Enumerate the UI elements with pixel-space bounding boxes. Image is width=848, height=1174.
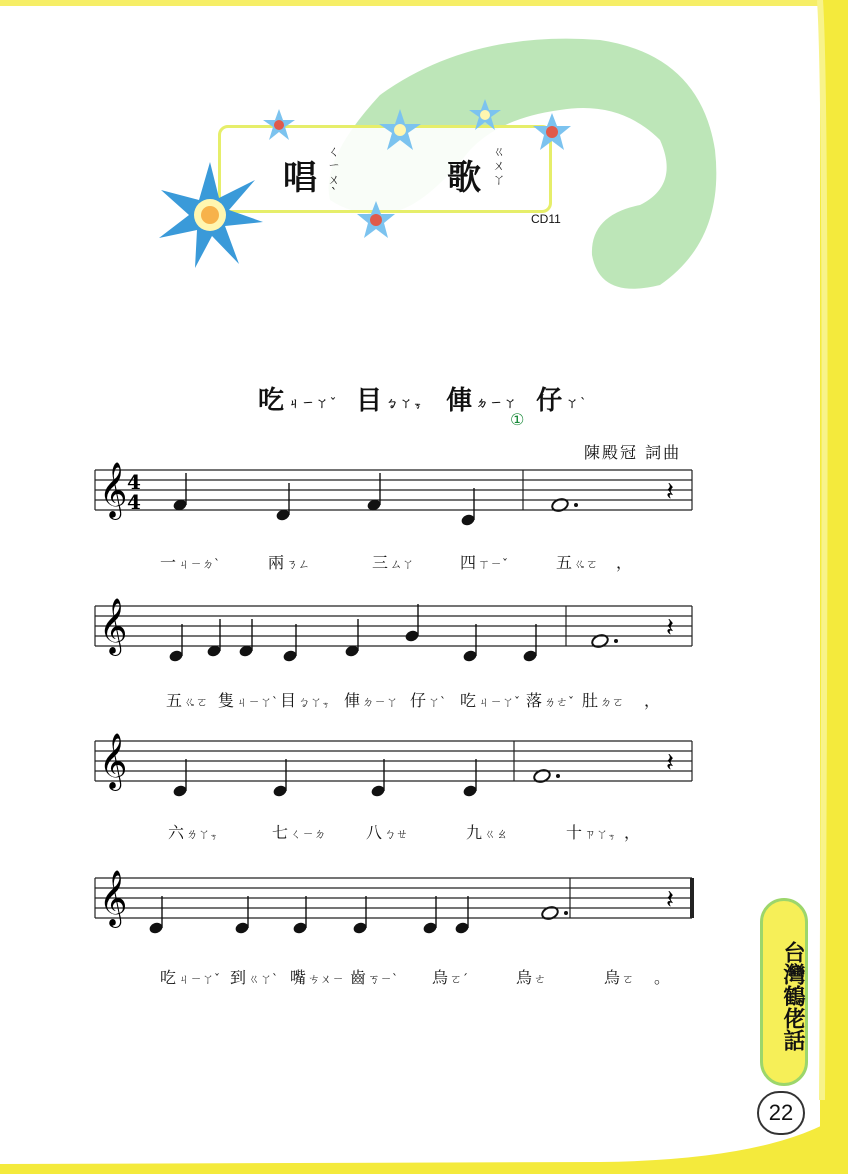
lyric-char: 到 xyxy=(230,968,247,987)
lyric-zhuyin: ㄐㄧㄚˋ xyxy=(236,695,279,709)
header-title-sing: 唱 xyxy=(283,158,317,198)
lyric-zhuyin: ㄜ xyxy=(534,972,547,986)
header-title-song-zhuyin: ㄍㄨㄚ xyxy=(492,145,506,188)
lyric-zhuyin: ㄘㄨㄧ xyxy=(308,972,345,986)
lyric-punct: ， xyxy=(624,823,641,842)
lyric-zhuyin: ㄑㄧㄉ xyxy=(290,827,327,841)
lyric-char: 仔 xyxy=(410,691,427,710)
lyric-syllable xyxy=(218,688,278,711)
lyric-zhuyin: ㄗㄚㆶ xyxy=(584,827,621,841)
lyric-syllable xyxy=(230,965,278,988)
lyric-syllable xyxy=(516,965,546,988)
time-signature: 4 xyxy=(127,490,141,514)
lyric-zhuyin: ㄚˋ xyxy=(428,695,447,709)
lyric-zhuyin: ㄙㄚ xyxy=(390,557,415,571)
footnote-mark: ① xyxy=(510,410,525,429)
dot xyxy=(564,911,568,915)
lyric-zhuyin: ㄅㄝ xyxy=(384,827,409,841)
lyric-char: 七 xyxy=(272,823,289,842)
treble-clef-icon: 𝄞 xyxy=(99,598,128,654)
lyric-zhuyin: ㄐㄧㄉˋ xyxy=(178,557,221,571)
lyric-char: 十 xyxy=(566,823,583,842)
lyric-zhuyin: ㄍㄚˋ xyxy=(248,972,279,986)
treble-clef-icon: 𝄞 xyxy=(99,462,128,518)
song-title-zhuyin: ㄚˋ xyxy=(566,395,589,410)
lyric-zhuyin: ㄍㄠ xyxy=(484,827,509,841)
lyric-row-1 xyxy=(0,550,848,590)
lyric-syllable xyxy=(460,688,520,711)
song-title-zhuyin: ㄉㄧㄚ xyxy=(476,395,519,410)
lyric-syllable xyxy=(466,820,508,843)
lyric-char: 三 xyxy=(372,553,389,572)
lyric-char: 烏 xyxy=(604,968,621,987)
lyric-syllable xyxy=(268,550,310,573)
dot xyxy=(556,774,560,778)
lyric-char: 齒 xyxy=(350,968,367,987)
lyric-syllable xyxy=(526,688,574,711)
quarter-rest-icon: 𝄽 xyxy=(666,885,674,915)
lyric-zhuyin: ㆣㄛ xyxy=(574,557,599,571)
lyric-char: 六 xyxy=(168,823,185,842)
lyric-char: 五 xyxy=(556,553,573,572)
lyric-syllable xyxy=(556,550,598,573)
time-signature: 4 xyxy=(127,470,141,494)
header-title-song: 歌 xyxy=(447,158,481,198)
lyric-syllable xyxy=(160,550,220,573)
lyric-syllable xyxy=(350,965,398,988)
treble-clef-icon: 𝄞 xyxy=(99,870,128,926)
lyric-zhuyin: ㄛ xyxy=(622,972,635,986)
lyric-syllable xyxy=(272,820,326,843)
header-title-sing-zhuyin: ㄑㄧㄨˋ xyxy=(327,145,341,202)
lyric-syllable xyxy=(410,688,446,711)
lyric-punct: 。 xyxy=(654,968,671,987)
lyric-char: 嘴 xyxy=(290,968,307,987)
quarter-rest-icon: 𝄽 xyxy=(666,477,674,507)
lyric-char: 烏 xyxy=(432,968,449,987)
lyric-zhuyin: ㄒㄧˇ xyxy=(478,557,509,571)
lyric-syllable xyxy=(280,688,334,711)
song-title-char: 目 xyxy=(356,386,385,416)
song-title-char: 仔 xyxy=(536,386,565,416)
lyric-zhuyin: ㄛˊ xyxy=(450,972,469,986)
lyric-syllable xyxy=(460,550,508,573)
dot xyxy=(574,503,578,507)
lyric-char: 八 xyxy=(366,823,383,842)
lyric-char: 烏 xyxy=(516,968,533,987)
lyric-syllable xyxy=(582,688,624,711)
lyric-char: 一 xyxy=(160,553,177,572)
lyric-zhuyin: ㄉㄛ xyxy=(600,695,625,709)
lyric-syllable xyxy=(166,688,208,711)
lyric-char: 目 xyxy=(280,691,297,710)
lyric-char: 俥 xyxy=(344,691,361,710)
quarter-rest-icon: 𝄽 xyxy=(666,748,674,778)
lyric-zhuyin: ㄉㄧㄚ xyxy=(362,695,399,709)
composer-credit: 陳殿冠 詞曲 xyxy=(584,443,682,462)
lyric-char: 兩 xyxy=(268,553,285,572)
lyric-zhuyin: ㆣㄛ xyxy=(184,695,209,709)
lyric-char: 九 xyxy=(466,823,483,842)
side-tab-label: 台灣鶴佬話 xyxy=(780,941,806,1051)
song-title-char: 吃 xyxy=(258,386,287,416)
lyric-zhuyin: ㄐㄧㄚˇ xyxy=(478,695,521,709)
lyric-zhuyin: ㄋㄥ xyxy=(286,557,311,571)
lyric-char: 吃 xyxy=(160,968,177,987)
lyric-syllable xyxy=(168,820,222,843)
lyric-char: 隻 xyxy=(218,691,235,710)
lyric-zhuyin: ㄌㄚㆶ xyxy=(186,827,223,841)
lyric-char: 五 xyxy=(166,691,183,710)
treble-clef-icon: 𝄞 xyxy=(99,733,128,789)
cd-track-badge: CD11 xyxy=(531,212,561,226)
lyric-syllable xyxy=(344,688,398,711)
lyric-row-4 xyxy=(0,965,848,1005)
song-title-zhuyin: ㆠㄚㆶ xyxy=(386,395,429,410)
lyric-row-2 xyxy=(0,688,848,728)
lyric-syllable xyxy=(290,965,344,988)
lyric-syllable xyxy=(366,820,408,843)
song-title-zhuyin: ㄐㄧㄚˇ xyxy=(288,395,339,410)
lyric-row-3 xyxy=(0,820,848,860)
quarter-rest-icon: 𝄽 xyxy=(666,613,674,643)
lyric-punct: ， xyxy=(616,553,633,572)
lyric-syllable xyxy=(566,820,620,843)
lyric-syllable xyxy=(160,965,220,988)
lyric-syllable xyxy=(432,965,468,988)
lyric-syllable xyxy=(604,965,634,988)
lyric-punct: ， xyxy=(644,691,661,710)
dot xyxy=(614,639,618,643)
song-title-char: 俥 xyxy=(446,386,475,416)
lyric-char: 肚 xyxy=(582,691,599,710)
lyric-char: 落 xyxy=(526,691,543,710)
lyric-zhuyin: ㄐㄧㄚˇ xyxy=(178,972,221,986)
lyric-syllable xyxy=(372,550,414,573)
lyric-zhuyin: ㄌㄜˇ xyxy=(544,695,575,709)
lyric-char: 四 xyxy=(460,553,477,572)
lyric-char: 吃 xyxy=(460,691,477,710)
lyric-zhuyin: ㆠㄚㆶ xyxy=(298,695,335,709)
lyric-zhuyin: ㄎㄧˋ xyxy=(368,972,399,986)
page-number: 22 xyxy=(757,1091,805,1135)
